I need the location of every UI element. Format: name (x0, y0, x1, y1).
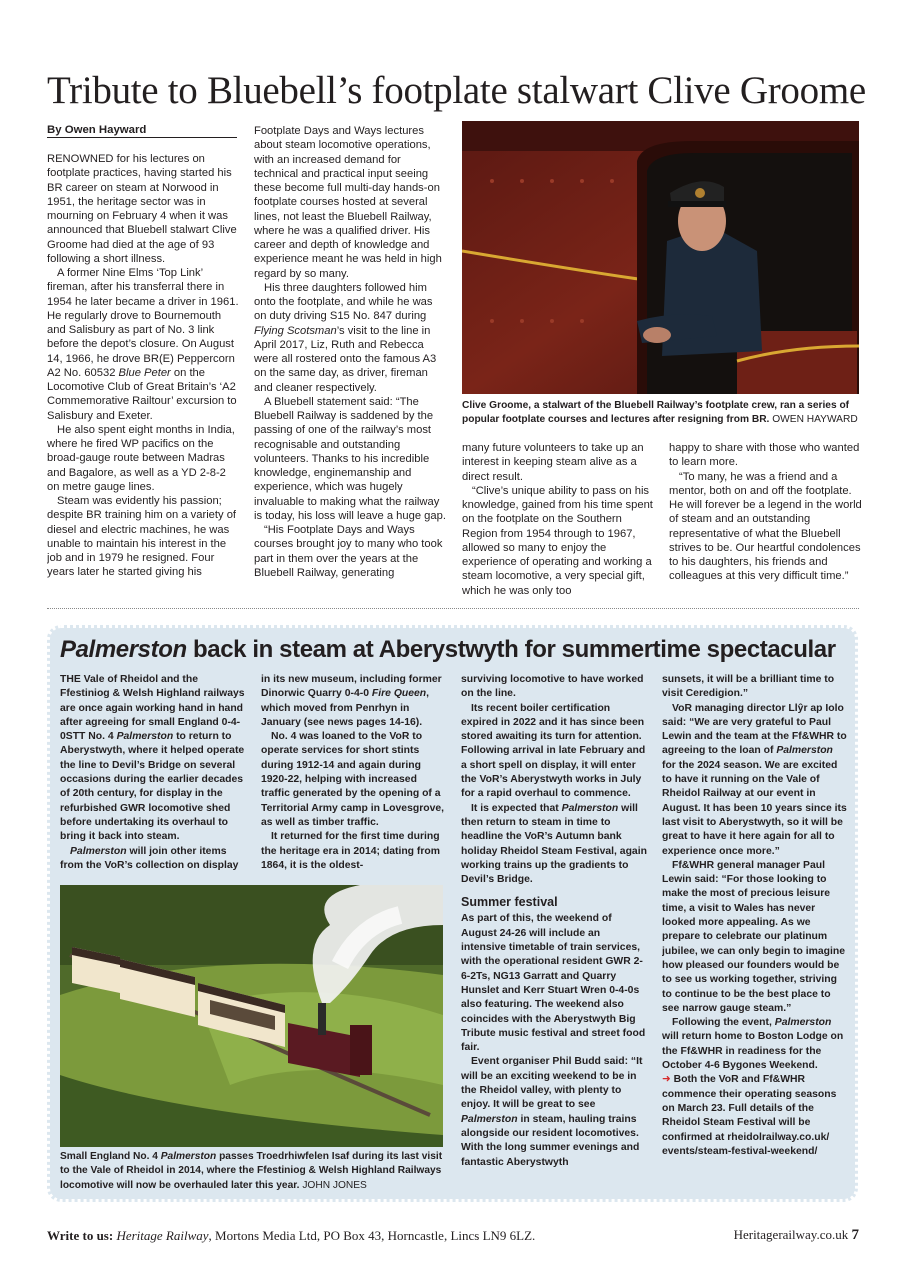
paragraph: As part of this, the weekend of August 24-26 will include an intensive timetable of train services, with the operational resident GWR 2-6-2Ts, NG13 Garratt and Quarry Hunslet and Kerr Stuart Wren 0-4-0s also featuring. The weekend also coincides with the Aberystwyth Big Tribute music festival and street food fair. (461, 913, 646, 1054)
paragraph: surviving locomotive to have worked on the line. (461, 674, 644, 700)
article2-column-3 (461, 673, 647, 1195)
paragraph: happy to share with those who wanted to learn more. (669, 442, 860, 469)
paragraph: His three daughters followed him onto the footplate, and while he was on duty driving S15 No. 847 during Flying Scotsman’s visit to the line in April 2017, Liz, Ruth and Rebecca were all rostered onto the famous A3 on the same day, as driver, fireman and cleaner respectively. (254, 281, 437, 394)
divider (47, 608, 859, 609)
paragraph: Ff&WHR general manager Paul Lewin said: “For those looking to make the most of precious leisure time, a visit to Wales has never looked more appealing. As we prepare to celebrate our platinum jubilee, we can only begin to imagine how pleased our founders would be to see us working together, striving to continue to be the best place to see narrow gauge steam.” (662, 859, 846, 1014)
paragraph: Its recent boiler certification expired in 2022 and it has since been stored awaiting its turn for attention. Following arrival in late February and a short spell on display, it will enter the VoR’s Aberystwyth works in July for a rapid overhaul to commence. (461, 702, 646, 800)
photo-credit: JOHN JONES (302, 1179, 367, 1191)
footer-site (734, 1227, 859, 1244)
paragraph: Steam was evidently his passion; despite BR training him on a variety of diesel and electric machines, he was unable to maintain his interest in the job and in 1979 he resigned. Four years later he started giving his (47, 495, 237, 579)
caption-text: Clive Groome, a stalwart of the Bluebell Railway’s footplate crew, ran a series of popular footplate courses and lectures after resigning from BR. (462, 400, 850, 425)
paragraph: Palmerston will join other items from the VoR’s collection on display (60, 845, 239, 871)
article2-column-4 (662, 673, 848, 1195)
paragraph: It is expected that Palmerston will then return to steam in time to headline the VoR’s Autumn bank holiday Rheidol Steam Festival, again working trains up the gradients to Devil’s Bridge. (461, 802, 647, 886)
paragraph: THE Vale of Rheidol and the Ffestiniog & Welsh Highland railways are once again working hand in hand after agreeing for small England 0-4-0STT No. 4 Palmerston to return to Aberystwyth, where it helped operate the line to Devil’s Bridge on several occasions during the earlier decades of 20th century, for display in the refurbished GWR locomotive shed before undertaking its overhaul to bring it back into steam. (60, 674, 245, 843)
paragraph: Footplate Days and Ways lectures about steam locomotive operations, with an increased demand for technical and practical input seeing these become full multi-day hands-on footplate courses hosted at several lines, not least the Bluebell Railway, where he was a qualified driver. His career and depth of knowledge and experience meant he was held in high regard by so many. (254, 125, 442, 280)
photo-clive-groome (462, 121, 859, 394)
paragraph: “Clive’s unique ability to pass on his knowledge, gained from his time spent on the footplate on the Southern Region from 1954 through to 1967, allowed so many to enjoy the experience of operating and working a steam locomotive, a very special gift, which he was only too (462, 484, 653, 597)
headline: Tribute to Bluebell’s footplate stalwart Clive Groome (47, 69, 866, 112)
paragraph: A Bluebell statement said: “The Bluebell Railway is saddened by the passing of one of the railway’s most recognisable and outstanding volunteers. Thanks to his incredible knowledge, enginemanship and experience, which was hugely invaluable to making what the railway is today, his loss will leave a huge gap. (254, 395, 446, 522)
paragraph: Event organiser Phil Budd said: “It will be an exciting weekend to be in the Rheidol valley, with plenty to enjoy. It will be great to see Palmerston in steam, hauling trains alongside our resident locomotives. With the long summer evenings and fantastic Aberystwyth (461, 1056, 643, 1168)
photo-credit: OWEN HAYWARD (772, 413, 858, 425)
paragraph: It returned for the first time during the heritage era in 2014; dating from 1864, it is the oldest- (261, 831, 440, 871)
article1-column-4 (669, 441, 862, 604)
locomotive-cab-illustration (462, 121, 859, 394)
paragraph: RENOWNED for his lectures on footplate practices, having started his BR career on steam at Norwood in 1951, the heritage sector was in mourning on February 4 when it was announced that Bluebell stalwart Clive Groome had died at the age of 93 following a short illness. (47, 153, 237, 265)
paragraph: No. 4 was loaned to the VoR to operate services for short stints during 1912-14 and again during 1920-22, helping with increased traffic generated by the opening of a Territorial Army camp in Lovesgrove, as well as timber traffic. (261, 731, 445, 828)
photo-palmerston-train (60, 885, 443, 1147)
paragraph: ➜ Both the VoR and Ff&WHR commence their operating seasons on March 23. Full details of the Rheidol Steam Festival will be confirmed at rheidolrailway.co.uk/ events/steam-festival-weekend/ (662, 1074, 837, 1157)
page-number: 7 (851, 1227, 859, 1243)
article1-column-1 (47, 152, 239, 604)
photo-caption (462, 399, 862, 426)
paragraph: in its new museum, including former Dinorwic Quarry 0-4-0 Fire Queen, which moved from Penrhyn in January (see news pages 14-16). (261, 674, 442, 728)
paragraph: “To many, he was a friend and a mentor, both on and off the footplate. He will forever be a legend in the world of steam and an outstanding representative of what the Bluebell strives to be. Our heartful condolences to his daughters, his friends and colleagues at this very difficult time.” (669, 470, 862, 583)
headline-palmerston: Palmerston back in steam at Aberystwyth for summertime spectacular (60, 636, 836, 663)
byline: By Owen Hayward (47, 124, 237, 138)
paragraph: VoR managing director Llŷr ap Iolo said: “We are very grateful to Paul Lewin and the team at the Ff&WHR to agreeing to the loan of Palmerston for the 2024 season. We are excited to have it running on the Vale of Rheidol Railway at our event in August. It has been 10 years since its last visit to Aberystwyth, so it will be great to have it here again for all to experience once more.” (662, 702, 847, 857)
paragraph: many future volunteers to take up an interest in keeping steam alive as a direct result. (462, 442, 644, 483)
paragraph: “His Footplate Days and Ways courses brought joy to many who took part in them over the years at the Bluebell Railway, generating (254, 524, 443, 579)
caption-text: Small England No. 4 Palmerston passes Troedrhiwfelen Isaf during its last visit to the Vale of Rheidol in 2014, where the Ffestiniog & Welsh Highland Railways locomotive will now be overhauled later this year. (60, 1151, 443, 1191)
article1-column-2 (254, 124, 448, 604)
paragraph: sunsets, it will be a brilliant time to visit Ceredigion.” (662, 674, 835, 700)
subheading: Summer festival (461, 895, 558, 910)
article2-column-2 (261, 673, 447, 878)
paragraph: Following the event, Palmerston will return home to Boston Lodge on the Ff&WHR in readiness for the October 4-6 Bygones Weekend. (662, 1017, 844, 1072)
arrow-icon: ➜ (662, 1074, 671, 1086)
site-url: Heritagerailway.co.uk (733, 1227, 849, 1242)
article1-column-3 (462, 441, 656, 604)
paragraph: He also spent eight months in India, where he fired WP pacifics on the broad-gauge route between Madras and Bagalore, as well as a YD 2-8-2 on metre gauge lines. (47, 423, 235, 493)
article2-column-1 (60, 673, 246, 878)
photo-caption (60, 1150, 448, 1193)
paragraph: A former Nine Elms ‘Top Link’ fireman, after his transferral there in 1954 he later became a driver in 1961. He regularly drove to Bournemouth and Salisbury as part of No. 3 link before the depot’s closure. On August 14, 1966, he drove BR(E) Peppercorn A2 No. 60532 Blue Peter on the Locomotive Club of Great Britain’s ‘A2 Commemorative Railtour’ excursion to Salisbury and Exeter. (47, 267, 239, 422)
footer-contact: Write to us: Heritage Railway, Mortons Media Ltd, PO Box 43, Horncastle, Lincs LN9 6LZ. (47, 1228, 536, 1243)
train-landscape-illustration (60, 885, 443, 1147)
